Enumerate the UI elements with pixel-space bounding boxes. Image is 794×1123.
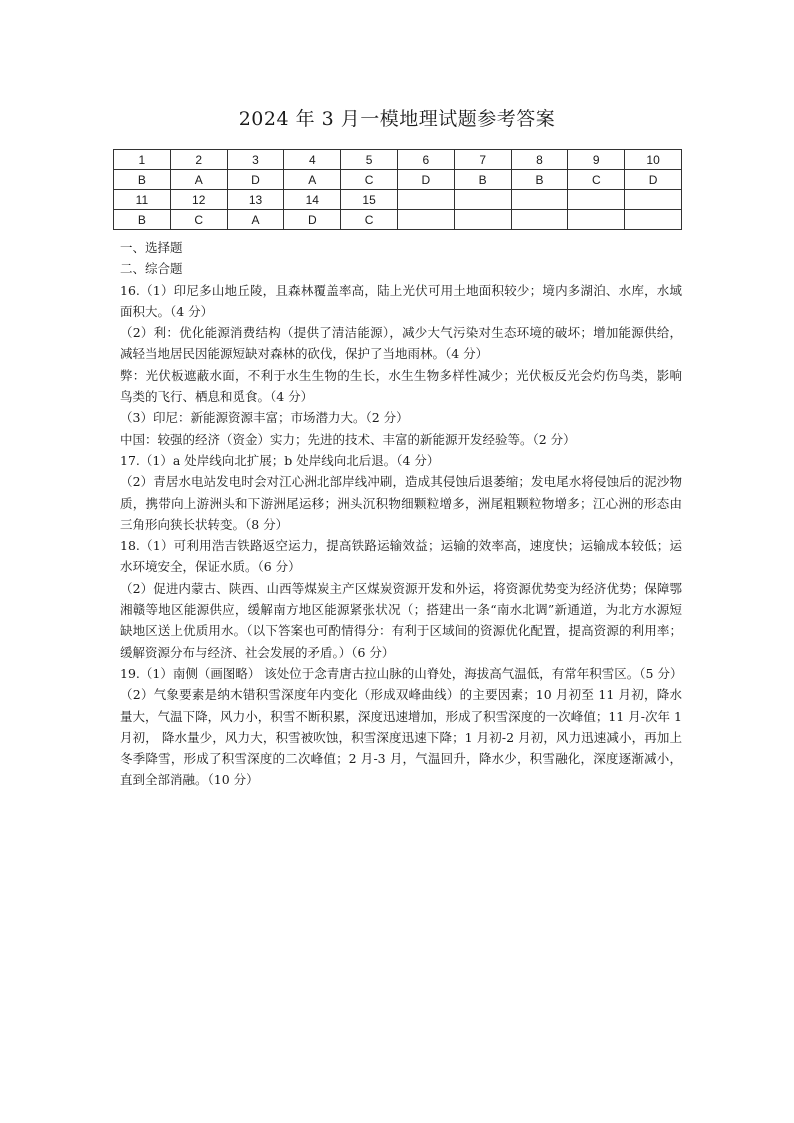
table-cell: 6 (397, 150, 454, 170)
table-cell: B (511, 170, 568, 190)
table-cell: 3 (227, 150, 284, 170)
table-cell (511, 190, 568, 210)
table-cell: A (170, 170, 227, 190)
table-cell: 7 (454, 150, 511, 170)
table-cell: C (341, 170, 398, 190)
table-cell: 5 (341, 150, 398, 170)
table-cell: 10 (625, 150, 682, 170)
answer-16-2-pros: （2）利：优化能源消费结构（提供了清洁能源），减少大气污染对生态环境的破坏；增加能源供给，减轻当地居民因能源短缺对森林的砍伐，保护了当地雨林。（4 分） (120, 325, 682, 362)
table-cell: D (625, 170, 682, 190)
table-cell: 14 (284, 190, 341, 210)
table-row (114, 170, 682, 190)
table-cell: D (397, 170, 454, 190)
table-cell: 15 (341, 190, 398, 210)
answer-18-2: （2）促进内蒙古、陕西、山西等煤炭主产区煤炭资源开发和外运，将资源优势变为经济优势；保障鄂湘赣等地区能源供应，缓解南方地区能源紧张状况（；搭建出一条“南水北调”新通道，为北方水源短缺地区送上优质用水。（以下答案也可酌情得分：有利于区域间的资源优化配置，提高资源的利用率；缓解资源分布与经济、社会发展的矛盾。）（6 分） (120, 580, 682, 660)
answer-16-2-cons: 弊：光伏板遮蔽水面，不利于水生生物的生长，水生生物多样性减少；光伏板反光会灼伤鸟类，影响鸟类的飞行、栖息和觅食。（4 分） (120, 367, 682, 405)
table-cell (568, 210, 625, 230)
answer-17-1: 17.（1）a 处岸线向北扩展；b 处岸线向北后退。（4 分） (120, 452, 440, 468)
table-cell: B (454, 170, 511, 190)
table-cell: A (284, 170, 341, 190)
table-cell (625, 210, 682, 230)
table-cell: 4 (284, 150, 341, 170)
table-cell: 1 (114, 150, 171, 170)
table-cell (568, 190, 625, 210)
answer-18-1: 18.（1）可利用浩吉铁路返空运力，提高铁路运输效益；运输的效率高，速度快；运输成本较低；运水环境安全，保证水质。（6 分） (120, 538, 682, 575)
table-cell: D (284, 210, 341, 230)
table-cell: 11 (114, 190, 171, 210)
table-cell (625, 190, 682, 210)
table-cell: 8 (511, 150, 568, 170)
table-cell: C (170, 210, 227, 230)
table-cell: A (227, 210, 284, 230)
table-cell (397, 210, 454, 230)
table-cell: 2 (170, 150, 227, 170)
answer-19-1: 19.（1）南侧（画图略） 该处位于念青唐古拉山脉的山脊处，海拔高气温低，有常年积雪区。（5 分） (120, 665, 683, 681)
table-cell: D (227, 170, 284, 190)
table-cell: 13 (227, 190, 284, 210)
answer-17-2: （2）青居水电站发电时会对江心洲北部岸线冲刷，造成其侵蚀后退萎缩；发电尾水将侵蚀后的泥沙物质，携带向上游洲头和下游洲尾运移；洲头沉积物细颗粒增多，洲尾粗颗粒物增多；江心洲的形态由三角形向狭长状转变。（8 分） (120, 474, 682, 532)
table-cell (454, 210, 511, 230)
table-cell: B (114, 170, 171, 190)
answer-16-3-indonesia: （3）印尼：新能源资源丰富；市场潜力大。（2 分） (120, 410, 409, 426)
table-cell: 9 (568, 150, 625, 170)
table-cell: B (114, 210, 171, 230)
answer-19-2: （2）气象要素是纳木错积雪深度年内变化（形成双峰曲线）的主要因素；10 月初至 11 月初，降水量大，气温下降，风力小，积雪不断积累，深度迅速增加，形成了积雪深度的一次峰值；11 月-次年 1 月初， 降水量少，风力大，积雪被吹蚀，积雪深度迅速下降；1 月初-2 月初，风力迅速减小，再加上冬季降雪，形成了积雪深度的二次峰值；2 月-3 月，气温回升，降水少，积雪融化，深度逐渐减小，直到全部消融。（10 分） (120, 687, 682, 788)
table-cell (454, 190, 511, 210)
table-cell: C (341, 210, 398, 230)
table-row (114, 210, 682, 230)
answer-16-3-china: 中国：较强的经济（资金）实力；先进的技术、丰富的新能源开发经验等。（2 分） (120, 431, 576, 447)
table-cell (397, 190, 454, 210)
table-row (114, 150, 682, 170)
section-heading-comprehensive: 二、综合题 (120, 261, 183, 277)
table-cell: 12 (170, 190, 227, 210)
answer-content (120, 237, 682, 791)
document-title: 2024 年 3 月一模地理试题参考答案 (238, 108, 556, 130)
table-row (114, 190, 682, 210)
table-cell: C (568, 170, 625, 190)
section-heading-choice: 一、选择题 (120, 240, 183, 255)
answer-table (113, 149, 682, 230)
answer-16-1: 16.（1）印尼多山地丘陵，且森林覆盖率高，陆上光伏可用土地面积较少；境内多湖泊、水库，水域面积大。（4 分） (120, 282, 682, 319)
table-cell (511, 210, 568, 230)
